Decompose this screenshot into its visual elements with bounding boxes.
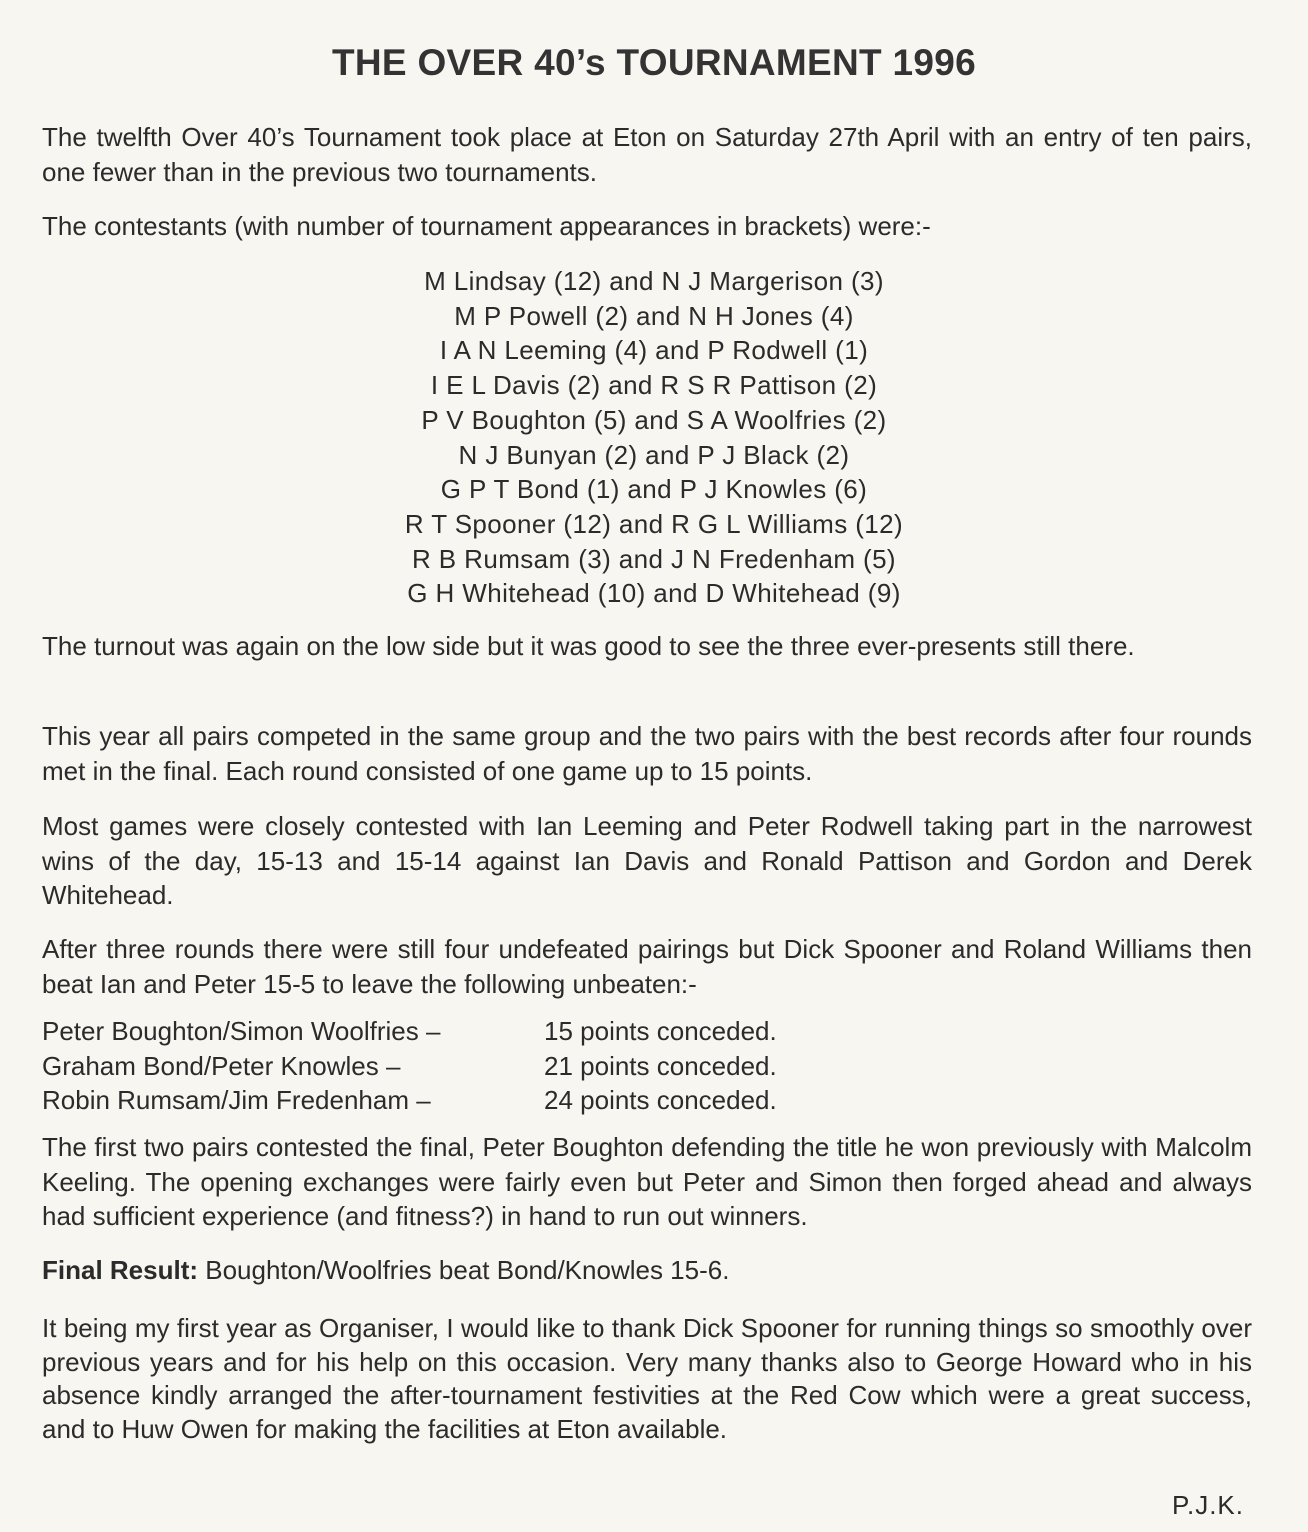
final-result-text: Boughton/Woolfries beat Bond/Knowles 15-6.: [205, 1255, 730, 1285]
contestant-pair: M Lindsay (12) and N J Margerison (3): [424, 266, 884, 296]
standings-row: [42, 1014, 842, 1049]
standings-pair: Robin Rumsam/Jim Fredenham –: [42, 1085, 431, 1116]
standings-row: [42, 1083, 842, 1118]
contestant-pair: R B Rumsam (3) and J N Fredenham (5): [412, 543, 896, 574]
contestant-pair: R T Spooner (12) and R G L Williams (12): [404, 508, 904, 539]
unbeaten-standings: [42, 1014, 842, 1118]
standings-conceded: 24 points conceded.: [544, 1085, 777, 1116]
contestant-pair: G H Whitehead (10) and D Whitehead (9): [407, 578, 901, 609]
contestant-pair: G P T Bond (1) and P J Knowles (6): [440, 474, 868, 505]
final-result: [42, 1253, 1252, 1288]
games-paragraph: Most games were closely contested with Ian Leeming and Peter Rodwell taking part in the narrowest wins of the day, 15-13 and 15-14 against Ian Davis and Ronald Pattison and Gordon and Derek Whitehead.: [42, 811, 1252, 910]
signature: P.J.K.: [1171, 1490, 1244, 1520]
final-result-label: Final Result:: [42, 1255, 199, 1285]
standings-pair: Peter Boughton/Simon Woolfries –: [42, 1016, 441, 1046]
contestant-pair: I E L Davis (2) and R S R Pattison (2): [430, 370, 878, 401]
after-three-rounds-paragraph: After three rounds there were still four undefeated pairings but Dick Spooner and Roland Williams then beat Ian and Peter 15-5 to leave the following unbeaten:-: [42, 934, 1252, 999]
turnout-paragraph: The turnout was again on the low side but it was good to see the three ever-presents still there.: [42, 631, 1135, 661]
contestants-list: [0, 264, 1308, 611]
contestant-pair: M P Powell (2) and N H Jones (4): [454, 300, 854, 331]
format-paragraph: This year all pairs competed in the same group and the two pairs with the best records after four rounds met in the final. Each round consisted of one game up to 15 points.: [42, 721, 1252, 786]
contestants-intro: The contestants (with number of tournament appearances in brackets) were:-: [42, 211, 931, 241]
page-title: THE OVER 40’s TOURNAMENT 1996: [331, 42, 977, 83]
standings-row: [42, 1049, 842, 1084]
standings-conceded: 21 points conceded.: [544, 1050, 777, 1081]
contestant-pair: N J Bunyan (2) and P J Black (2): [458, 439, 850, 470]
standings-conceded: 15 points conceded.: [544, 1016, 777, 1046]
contestant-pair: I A N Leeming (4) and P Rodwell (1): [439, 335, 869, 366]
thanks-paragraph: It being my first year as Organiser, I would like to thank Dick Spooner for running things so smoothly over previous years and for his help on this occasion. Very many thanks also to George Howard who in his absence kindly arranged the after-tournament festivities at the Red Cow which were a great success, and to Huw Owen for making the facilities at Eton available.: [42, 1313, 1252, 1444]
final-paragraph: The first two pairs contested the final, Peter Boughton defending the title he won previously with Malcolm Keeling. The opening exchanges were fairly even but Peter and Simon then forged ahead and always had sufficient experience (and fitness?) in hand to run out winners.: [42, 1132, 1252, 1231]
contestant-pair: P V Boughton (5) and S A Woolfries (2): [421, 404, 887, 435]
intro-paragraph: The twelfth Over 40’s Tournament took place at Eton on Saturday 27th April with an entry of ten pairs, one fewer than in the previous two tournaments.: [42, 122, 1252, 187]
standings-pair: Graham Bond/Peter Knowles –: [42, 1050, 401, 1081]
